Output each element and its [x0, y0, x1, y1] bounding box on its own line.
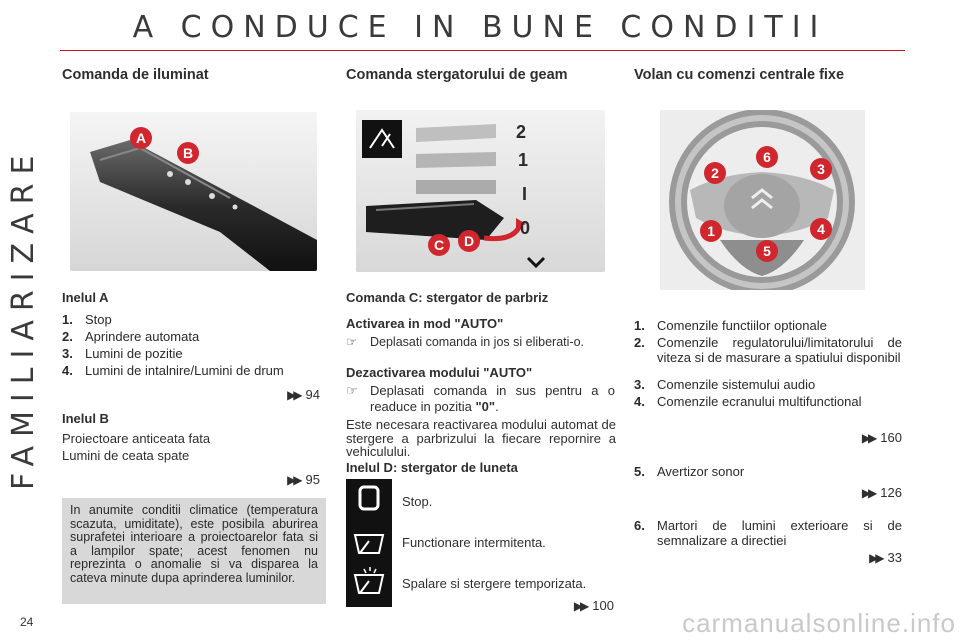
- ring-b-title: Inelul B: [62, 411, 109, 426]
- item-text: Comenzile sistemului audio: [657, 377, 816, 392]
- wiper-stalk-photo: [356, 110, 605, 272]
- wiper-position-label: 2: [516, 122, 527, 142]
- page-ref-icon: ▶▶: [861, 431, 875, 445]
- list-item: [634, 518, 906, 550]
- wheel-label-4: 4: [810, 218, 832, 240]
- section-sidebar: [6, 146, 54, 490]
- wiper-heading: Comanda stergatorului de geam: [346, 67, 568, 83]
- auto-off-hand-icon: ☞: [346, 383, 358, 398]
- page-reference[interactable]: ▶▶ 126: [861, 485, 902, 500]
- page-title: A CONDUCE IN BUNE CONDITII: [132, 10, 828, 45]
- auto-off-title: Dezactivarea modului "AUTO": [346, 365, 533, 380]
- item-text: Stop: [85, 312, 112, 327]
- list-item: [634, 335, 906, 380]
- wiper-position-label: 0: [520, 218, 531, 238]
- page-reference[interactable]: ▶▶ 160: [861, 430, 902, 445]
- reactivate-text: Este necesara reactivarea modului automat de stergere a parbrizului la fiecare repornire a vehiculului.: [346, 417, 616, 459]
- wiper-position-label: 1: [518, 150, 529, 170]
- list-item: [62, 346, 322, 361]
- item-number: 1.: [634, 318, 645, 333]
- list-item: [634, 318, 906, 333]
- page-reference[interactable]: ▶▶ 33: [869, 550, 902, 565]
- rear-wiper-option: Spalare si stergere temporizata.: [402, 576, 587, 591]
- rear-wiper-option: Functionare intermitenta.: [402, 535, 546, 550]
- label-d-badge: D: [458, 230, 480, 252]
- ring-d-title: Inelul D: stergator de luneta: [346, 460, 518, 475]
- item-text: Lumini de intalnire/Lumini de drum: [85, 363, 284, 378]
- item-number: 2.: [634, 335, 645, 350]
- list-item: [634, 464, 906, 479]
- auto-on-hand-icon: ☞: [346, 335, 358, 349]
- rear-wiper-option: Stop.: [402, 494, 433, 509]
- wheel-label-5: 5: [756, 240, 778, 262]
- item-text: Comenzile functiilor optionale: [657, 318, 827, 333]
- ring-b-line: Proiectoare anticeata fata: [62, 431, 211, 446]
- steering-wheel-illustration: [660, 110, 865, 290]
- item-number: 5.: [634, 464, 645, 479]
- auto-on-text: Deplasati comanda in jos si eliberati-o.: [370, 335, 584, 349]
- item-text: Aprindere automata: [85, 329, 200, 344]
- climate-note: In anumite conditii climatice (temperatura scazuta, umiditate), este posibila aburirea suprafetei interioare a proiectoarelor fata si a lampilor spate; acest fenomen nu reprezinta o anomalie si va disparea la cateva minute dupa aprinderea luminilor.: [62, 498, 326, 604]
- list-item: [62, 312, 322, 327]
- item-text: Martori de lumini exterioare si de semnalizare a directiei: [657, 518, 902, 548]
- item-text: Lumini de pozitie: [85, 346, 183, 361]
- title-divider: [60, 50, 905, 51]
- wheel-label-1: 1: [700, 220, 722, 242]
- rear-wash-wipe-icon: [346, 566, 392, 606]
- lighting-stalk-illustration: [70, 112, 317, 271]
- label-b-badge: B: [177, 142, 199, 164]
- page-ref-icon: ▶▶: [287, 473, 300, 487]
- item-number: 3.: [634, 377, 645, 392]
- watermark: carmanualsonline.info: [682, 608, 956, 638]
- page-reference[interactable]: ▶▶ 100: [573, 598, 614, 613]
- item-text: Avertizor sonor: [657, 464, 745, 479]
- page-reference[interactable]: ▶▶ 94: [287, 387, 320, 402]
- list-item: [62, 329, 322, 344]
- wheel-label-6: 6: [756, 146, 778, 168]
- page-reference[interactable]: ▶▶ 95: [287, 472, 320, 487]
- page-ref-icon: ▶▶: [869, 551, 882, 565]
- rear-wiper-stop-icon: [346, 483, 392, 523]
- list-item: [634, 394, 906, 409]
- list-item: [62, 363, 332, 378]
- lighting-stalk-photo: [70, 112, 317, 271]
- wheel-label-2: 2: [704, 162, 726, 184]
- label-a-badge: A: [130, 127, 152, 149]
- item-number: 3.: [62, 346, 73, 361]
- item-number: 4.: [634, 394, 645, 409]
- rear-wiper-intermittent-icon: [346, 525, 392, 565]
- item-number: 2.: [62, 329, 73, 344]
- ring-a-title: Inelul A: [62, 290, 109, 305]
- page-ref-icon: ▶▶: [573, 599, 587, 613]
- wheel-label-3: 3: [810, 158, 832, 180]
- auto-off-text: Deplasati comanda in sus pentru a o readuce in pozitia "0".: [370, 383, 615, 414]
- item-number: 6.: [634, 518, 645, 533]
- auto-on-title: Activarea in mod "AUTO": [346, 316, 504, 331]
- list-item: [634, 377, 906, 392]
- lighting-heading: Comanda de iluminat: [62, 67, 209, 83]
- section-label: FAMILIARIZARE: [6, 146, 41, 490]
- steering-wheel-photo: [660, 110, 865, 290]
- item-text: Comenzile regulatorului/limitatorului de viteza si de masurare a spatiului disponibil: [657, 335, 902, 365]
- page-ref-icon: ▶▶: [287, 388, 300, 402]
- wiper-position-label: I: [522, 184, 528, 204]
- ring-b-line: Lumini de ceata spate: [62, 448, 190, 463]
- command-c-title: Comanda C: stergator de parbriz: [346, 290, 549, 305]
- wiper-stalk-illustration: [356, 110, 605, 272]
- item-text: Comenzile ecranului multifunctional: [657, 394, 862, 409]
- page-number: 24: [20, 615, 34, 629]
- page-ref-icon: ▶▶: [861, 486, 875, 500]
- item-number: 1.: [62, 312, 73, 327]
- steering-heading: Volan cu comenzi centrale fixe: [634, 67, 845, 83]
- label-c-badge: C: [428, 234, 450, 256]
- item-number: 4.: [62, 363, 73, 378]
